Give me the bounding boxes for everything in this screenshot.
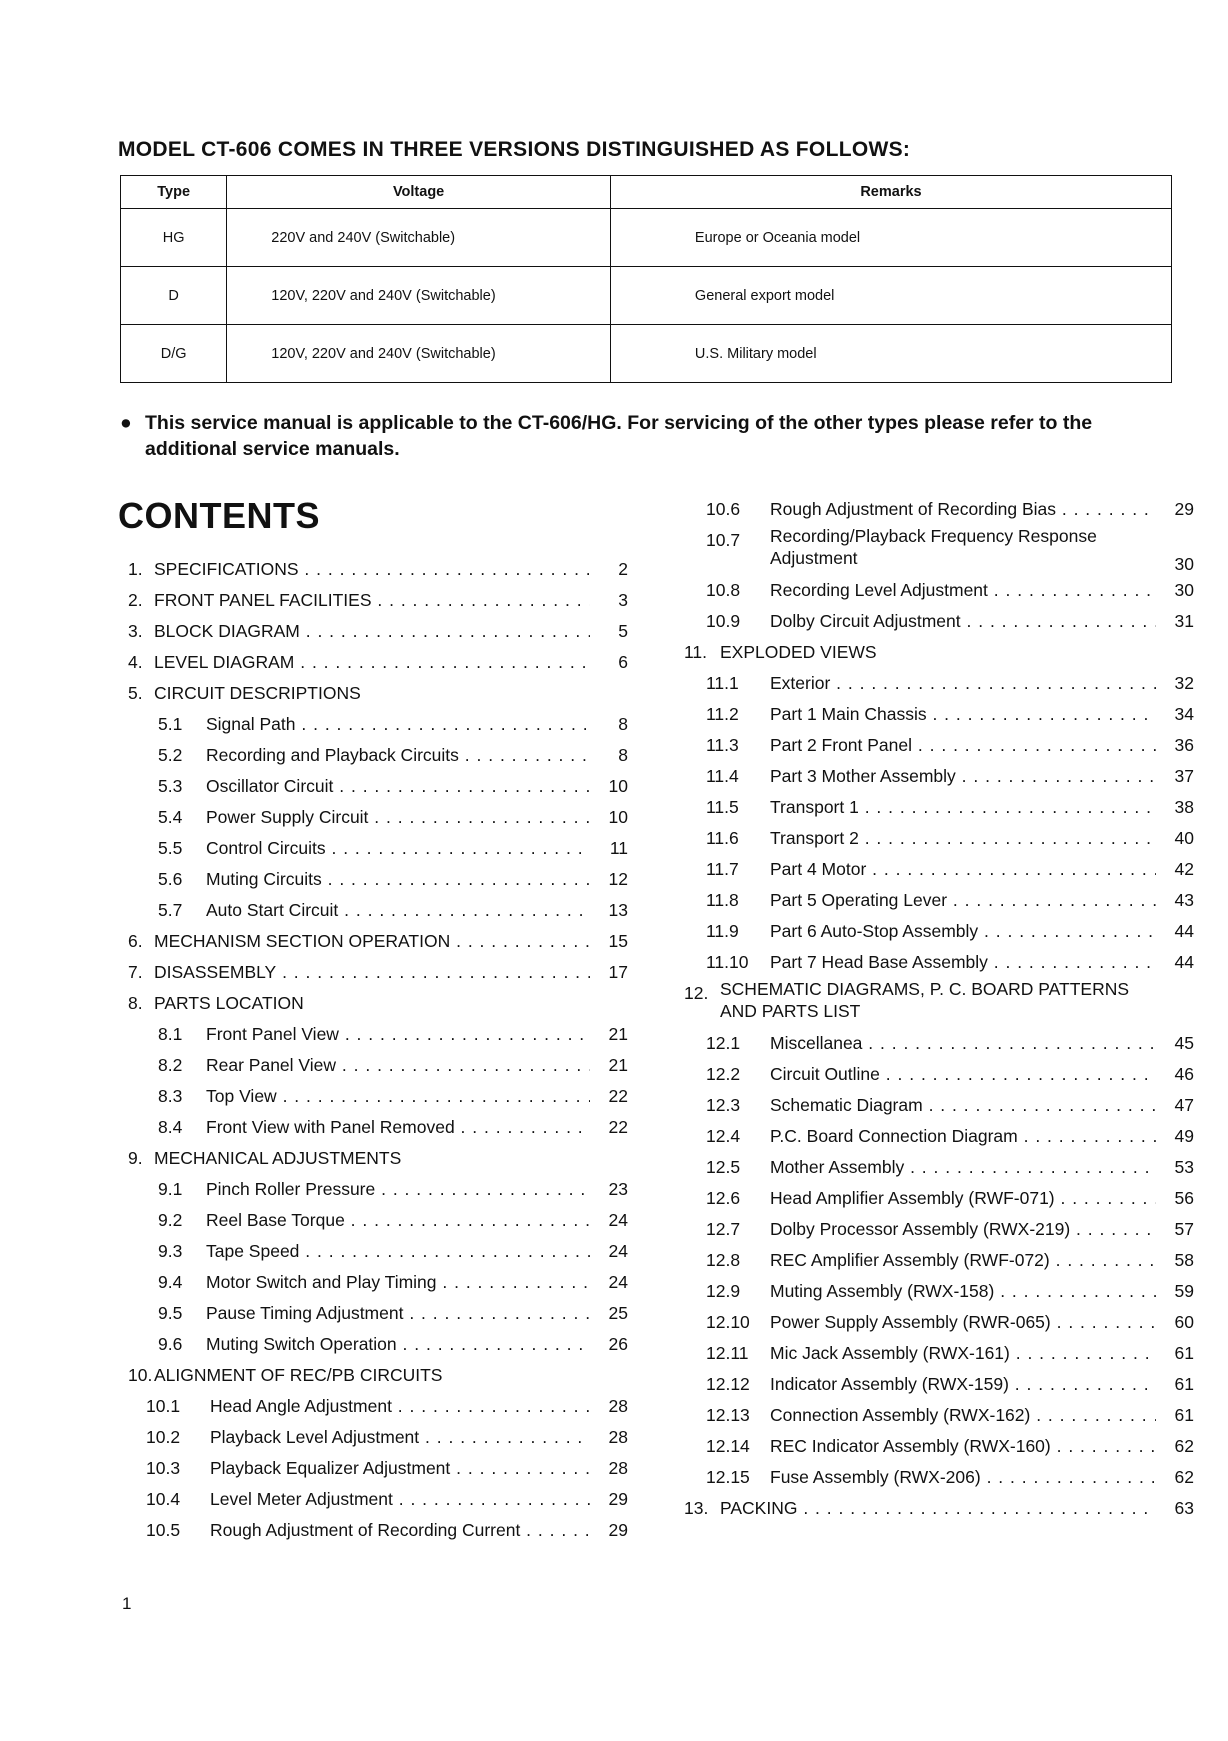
toc-entry: [684, 699, 1194, 730]
toc-entry: [118, 802, 628, 833]
toc-entry-label: Mic Jack Assembly (RWX-161) . . .: [770, 1338, 1156, 1369]
toc-entry-page: 25: [594, 1298, 628, 1329]
toc-entry-page: 44: [1160, 947, 1194, 978]
toc-entry-label: Front Panel View . . .: [206, 1019, 590, 1050]
toc-entry: [118, 1515, 628, 1546]
column-header-type: Type: [121, 176, 227, 209]
toc-entry-page: 15: [594, 926, 628, 957]
toc-entry: [684, 885, 1194, 916]
toc-entry: [684, 1369, 1194, 1400]
toc-entry-label: Power Supply Assembly (RWR-065) . . .: [770, 1307, 1156, 1338]
toc-entry-label: Tape Speed . . .: [206, 1236, 590, 1267]
toc-entry-page: 26: [594, 1329, 628, 1360]
toc-entry-label: Pinch Roller Pressure . . .: [206, 1174, 590, 1205]
toc-entry-page: 53: [1160, 1152, 1194, 1183]
toc-entry: [684, 792, 1194, 823]
toc-entry-label: Part 5 Operating Lever . . .: [770, 885, 1156, 916]
toc-entry-page: 23: [594, 1174, 628, 1205]
applicability-note: [120, 410, 1120, 462]
toc-entry-number: 12.9: [706, 1281, 741, 1301]
toc-entry-number: 12.15: [706, 1467, 750, 1487]
column-header-remarks: Remarks: [610, 176, 1171, 209]
toc-entry-label: P.C. Board Connection Diagram . . .: [770, 1121, 1156, 1152]
table-row: [121, 325, 1172, 383]
toc-entry-page: 6: [594, 647, 628, 678]
toc-entry-label: Muting Switch Operation . . .: [206, 1329, 590, 1360]
toc-entry: [118, 1050, 628, 1081]
toc-entry-page: 62: [1160, 1462, 1194, 1493]
toc-entry: [684, 1462, 1194, 1493]
versions-heading: MODEL CT-606 COMES IN THREE VERSIONS DISTINGUISHED AS FOLLOWS:: [118, 138, 911, 161]
toc-entry-label: Reel Base Torque . . .: [206, 1205, 590, 1236]
toc-entry: [118, 1112, 628, 1143]
toc-entry-number: 8.2: [158, 1055, 183, 1075]
toc-entry-label: FRONT PANEL FACILITIES . . .: [154, 585, 590, 616]
note-text: This service manual is applicable to the CT-606/HG. For servicing of the other types please refer to the additional service manuals.: [145, 412, 1093, 460]
toc-entry: [118, 864, 628, 895]
toc-entry-page: 12: [594, 864, 628, 895]
bullet-icon: ●: [120, 412, 132, 434]
toc-entry-number: 13.: [684, 1498, 709, 1518]
toc-entry-label: Indicator Assembly (RWX-159) . . .: [770, 1369, 1156, 1400]
toc-entry-label: Exterior . . .: [770, 668, 1156, 699]
toc-entry-label: PARTS LOCATION: [154, 993, 304, 1013]
toc-entry-number: 9.3: [158, 1241, 183, 1261]
toc-entry-page: 2: [594, 554, 628, 585]
toc-entry-page: 34: [1160, 699, 1194, 730]
toc-entry: [118, 1484, 628, 1515]
toc-entry-page: 10: [594, 802, 628, 833]
toc-entry-number: 5.3: [158, 776, 183, 796]
toc-entry-number: 6.: [128, 931, 143, 951]
toc-entry: [118, 1422, 628, 1453]
toc-entry-page: 61: [1160, 1400, 1194, 1431]
toc-entry-number: 10.9: [706, 611, 741, 631]
toc-entry-page: 28: [594, 1453, 628, 1484]
toc-entry-label: Part 6 Auto-Stop Assembly . . .: [770, 916, 1156, 947]
toc-entry: [118, 554, 628, 585]
toc-entry-number: 5.2: [158, 745, 183, 765]
toc-entry-label: Connection Assembly (RWX-162) . . .: [770, 1400, 1156, 1431]
toc-entry: [118, 1143, 628, 1174]
toc-entry-number: 11.9: [706, 921, 739, 941]
toc-entry-page: 28: [594, 1422, 628, 1453]
toc-entry: [118, 1174, 628, 1205]
toc-entry-number: 5.1: [158, 714, 183, 734]
toc-entry-page: 58: [1160, 1245, 1194, 1276]
toc-entry-label: Head Amplifier Assembly (RWF-071) . . .: [770, 1183, 1156, 1214]
toc-entry-page: 37: [1160, 761, 1194, 792]
toc-entry-label: BLOCK DIAGRAM . . .: [154, 616, 590, 647]
toc-entry-number: 11.7: [706, 859, 739, 879]
toc-entry-number: 10.7: [706, 530, 741, 550]
toc-entry: [684, 575, 1194, 606]
toc-entry-number: 5.: [128, 683, 143, 703]
toc-entry: [684, 1059, 1194, 1090]
toc-entry-page: 8: [594, 709, 628, 740]
toc-entry: [118, 1267, 628, 1298]
toc-entry-number: 12.14: [706, 1436, 750, 1456]
toc-entry-number: 12.10: [706, 1312, 750, 1332]
toc-entry-label: EXPLODED VIEWS: [720, 642, 877, 662]
toc-entry-page: 32: [1160, 668, 1194, 699]
page-number: 1: [122, 1594, 132, 1613]
toc-entry-number: 11.5: [706, 797, 739, 817]
toc-entry-label: SCHEMATIC DIAGRAMS, P. C. BOARD PATTERNS AND PARTS LIST: [720, 979, 1130, 1021]
toc-entry-page: 21: [594, 1050, 628, 1081]
contents-title: CONTENTS: [118, 495, 320, 536]
toc-entry-number: 11.2: [706, 704, 739, 724]
toc-entry: [118, 616, 628, 647]
toc-entry: [118, 1453, 628, 1484]
toc-entry-page: 22: [594, 1081, 628, 1112]
toc-entry: [684, 1028, 1194, 1059]
toc-entry: [684, 1338, 1194, 1369]
voltage-cell: 120V, 220V and 240V (Switchable): [227, 325, 611, 383]
toc-entry-number: 10.6: [706, 499, 741, 519]
toc-entry-page: 29: [594, 1484, 628, 1515]
toc-entry-label: Recording/Playback Frequency Response Adjustment: [770, 526, 1097, 568]
toc-entry-number: 8.3: [158, 1086, 183, 1106]
toc-entry: [118, 647, 628, 678]
toc-entry-label: PACKING . . .: [720, 1493, 1156, 1524]
toc-entry-number: 10.3: [146, 1458, 181, 1478]
toc-entry-label: Part 1 Main Chassis . . .: [770, 699, 1156, 730]
toc-entry-label: REC Indicator Assembly (RWX-160) . . .: [770, 1431, 1156, 1462]
toc-entry: [118, 895, 628, 926]
toc-entry-label: SPECIFICATIONS . . .: [154, 554, 590, 585]
remarks-cell: U.S. Military model: [610, 325, 1171, 383]
toc-entry-page: 56: [1160, 1183, 1194, 1214]
toc-entry-label: Top View . . .: [206, 1081, 590, 1112]
toc-entry-number: 11.8: [706, 890, 739, 910]
toc-entry-number: 8.1: [158, 1024, 183, 1044]
type-cell: D: [121, 267, 227, 325]
toc-entry-number: 5.6: [158, 869, 183, 889]
toc-entry-page: 24: [594, 1267, 628, 1298]
versions-table: [120, 175, 1172, 383]
voltage-cell: 220V and 240V (Switchable): [227, 209, 611, 267]
toc-entry-page: 44: [1160, 916, 1194, 947]
toc-entry-number: 2.: [128, 590, 143, 610]
toc-entry-label: Oscillator Circuit . . .: [206, 771, 590, 802]
toc-entry-page: 47: [1160, 1090, 1194, 1121]
column-header-voltage: Voltage: [227, 176, 611, 209]
toc-entry: [684, 978, 1194, 1028]
toc-entry-label: Transport 1 . . .: [770, 792, 1156, 823]
toc-entry-label: MECHANICAL ADJUSTMENTS: [154, 1148, 402, 1168]
toc-entry: [684, 668, 1194, 699]
toc-entry-number: 9.: [128, 1148, 143, 1168]
toc-entry-number: 11.3: [706, 735, 739, 755]
toc-entry-label: Rough Adjustment of Recording Current . . .: [210, 1515, 590, 1546]
toc-entry-page: 38: [1160, 792, 1194, 823]
toc-entry: [118, 1081, 628, 1112]
toc-entry-label: MECHANISM SECTION OPERATION . . .: [154, 926, 590, 957]
toc-entry: [684, 730, 1194, 761]
toc-entry: [684, 1245, 1194, 1276]
toc-entry-page: 28: [594, 1391, 628, 1422]
toc-left-column: [118, 554, 628, 1546]
toc-entry-page: 31: [1160, 606, 1194, 637]
toc-entry-number: 11.10: [706, 952, 749, 972]
toc-entry: [118, 1298, 628, 1329]
toc-entry-page: 30: [1160, 553, 1194, 575]
toc-entry-number: 9.5: [158, 1303, 183, 1323]
toc-entry: [118, 771, 628, 802]
toc-entry-number: 9.6: [158, 1334, 183, 1354]
toc-entry-number: 10.4: [146, 1489, 181, 1509]
toc-entry-number: 12.8: [706, 1250, 741, 1270]
toc-entry-number: 12.5: [706, 1157, 741, 1177]
toc-entry-page: 30: [1160, 575, 1194, 606]
toc-entry: [684, 1121, 1194, 1152]
toc-entry-label: Front View with Panel Removed . . .: [206, 1112, 590, 1143]
toc-entry-page: 42: [1160, 854, 1194, 885]
toc-entry-label: Schematic Diagram . . .: [770, 1090, 1156, 1121]
toc-entry: [118, 1205, 628, 1236]
toc-entry-number: 12.1: [706, 1033, 741, 1053]
toc-entry-page: 8: [594, 740, 628, 771]
toc-entry-label: Dolby Processor Assembly (RWX-219) . . .: [770, 1214, 1156, 1245]
table-row: [121, 209, 1172, 267]
toc-entry-number: 8.: [128, 993, 143, 1013]
toc-entry-number: 9.1: [158, 1179, 183, 1199]
toc-entry-number: 10.2: [146, 1427, 181, 1447]
toc-entry-label: Playback Equalizer Adjustment . . .: [210, 1453, 590, 1484]
toc-entry-number: 7.: [128, 962, 143, 982]
toc-entry: [118, 1391, 628, 1422]
toc-entry-label: DISASSEMBLY . . .: [154, 957, 590, 988]
toc-entry-page: 45: [1160, 1028, 1194, 1059]
toc-entry: [684, 1400, 1194, 1431]
toc-entry-page: 17: [594, 957, 628, 988]
toc-entry-number: 12.12: [706, 1374, 750, 1394]
toc-entry: [684, 637, 1194, 668]
remarks-cell: General export model: [610, 267, 1171, 325]
toc-entry-number: 3.: [128, 621, 143, 641]
toc-entry: [118, 833, 628, 864]
remarks-cell: Europe or Oceania model: [610, 209, 1171, 267]
toc-entry-number: 12.2: [706, 1064, 741, 1084]
toc-entry: [684, 525, 1194, 575]
toc-entry-label: Miscellanea . . .: [770, 1028, 1156, 1059]
toc-entry-page: 49: [1160, 1121, 1194, 1152]
toc-entry-page: 63: [1160, 1493, 1194, 1524]
toc-entry-page: 21: [594, 1019, 628, 1050]
toc-entry-label: Circuit Outline . . .: [770, 1059, 1156, 1090]
toc-entry-page: 40: [1160, 823, 1194, 854]
toc-entry-page: 24: [594, 1236, 628, 1267]
toc-entry-label: Recording Level Adjustment . . .: [770, 575, 1156, 606]
toc-entry: [118, 585, 628, 616]
toc-entry-page: 61: [1160, 1369, 1194, 1400]
toc-entry-number: 12.4: [706, 1126, 741, 1146]
table-header-row: [121, 176, 1172, 209]
toc-entry: [684, 1090, 1194, 1121]
toc-entry: [684, 1307, 1194, 1338]
toc-entry: [684, 1276, 1194, 1307]
toc-entry-label: REC Amplifier Assembly (RWF-072) . . .: [770, 1245, 1156, 1276]
toc-entry: [684, 1152, 1194, 1183]
toc-entry-label: Rough Adjustment of Recording Bias . . .: [770, 494, 1156, 525]
toc-entry-label: Mother Assembly . . .: [770, 1152, 1156, 1183]
toc-entry: [118, 1329, 628, 1360]
toc-entry-number: 12.: [684, 983, 709, 1003]
toc-entry-label: Auto Start Circuit . . .: [206, 895, 590, 926]
toc-entry-number: 5.5: [158, 838, 183, 858]
toc-entry-number: 12.3: [706, 1095, 741, 1115]
toc-entry-number: 10.8: [706, 580, 741, 600]
toc-entry-page: 36: [1160, 730, 1194, 761]
toc-entry-page: 60: [1160, 1307, 1194, 1338]
type-cell: HG: [121, 209, 227, 267]
toc-entry-label: Playback Level Adjustment . . .: [210, 1422, 590, 1453]
toc-entry-number: 10.5: [146, 1520, 181, 1540]
toc-entry-label: Part 4 Motor . . .: [770, 854, 1156, 885]
toc-entry-page: 62: [1160, 1431, 1194, 1462]
toc-entry-label: LEVEL DIAGRAM . . .: [154, 647, 590, 678]
table-row: [121, 267, 1172, 325]
toc-entry-number: 11.: [684, 642, 708, 662]
toc-entry-label: Muting Circuits . . .: [206, 864, 590, 895]
toc-entry-number: 12.6: [706, 1188, 741, 1208]
toc-entry-number: 12.13: [706, 1405, 750, 1425]
toc-right-column: [684, 494, 1194, 1524]
toc-entry-label: CIRCUIT DESCRIPTIONS: [154, 683, 361, 703]
toc-entry-page: 61: [1160, 1338, 1194, 1369]
toc-entry-page: 11: [594, 833, 628, 864]
toc-entry-label: Recording and Playback Circuits . . .: [206, 740, 590, 771]
toc-entry-page: 57: [1160, 1214, 1194, 1245]
toc-entry-number: 10.: [128, 1365, 153, 1385]
toc-entry: [118, 1360, 628, 1391]
toc-entry: [684, 947, 1194, 978]
toc-entry: [684, 854, 1194, 885]
toc-entry-label: Part 2 Front Panel . . .: [770, 730, 1156, 761]
toc-entry: [684, 761, 1194, 792]
toc-entry-label: Pause Timing Adjustment . . .: [206, 1298, 590, 1329]
toc-entry-page: 22: [594, 1112, 628, 1143]
toc-entry-label: Rear Panel View . . .: [206, 1050, 590, 1081]
toc-entry-number: 12.11: [706, 1343, 749, 1363]
toc-entry-number: 12.7: [706, 1219, 741, 1239]
toc-entry-label: Head Angle Adjustment . . .: [210, 1391, 590, 1422]
toc-entry-number: 4.: [128, 652, 143, 672]
voltage-cell: 120V, 220V and 240V (Switchable): [227, 267, 611, 325]
toc-entry: [118, 1019, 628, 1050]
toc-entry-number: 11.6: [706, 828, 739, 848]
toc-entry-page: 3: [594, 585, 628, 616]
toc-entry-number: 1.: [128, 559, 143, 579]
toc-entry-label: Transport 2 . . .: [770, 823, 1156, 854]
toc-entry-page: 24: [594, 1205, 628, 1236]
toc-entry-number: 5.7: [158, 900, 183, 920]
toc-entry-page: 5: [594, 616, 628, 647]
toc-entry: [684, 1214, 1194, 1245]
toc-entry: [684, 494, 1194, 525]
toc-entry-label: Part 3 Mother Assembly . . .: [770, 761, 1156, 792]
toc-entry: [684, 1493, 1194, 1524]
toc-entry-page: 29: [1160, 494, 1194, 525]
toc-entry: [684, 606, 1194, 637]
toc-entry-number: 8.4: [158, 1117, 183, 1137]
toc-entry: [684, 1431, 1194, 1462]
toc-entry: [118, 709, 628, 740]
toc-entry-label: Motor Switch and Play Timing . . .: [206, 1267, 590, 1298]
toc-entry: [684, 823, 1194, 854]
toc-entry: [684, 916, 1194, 947]
toc-entry-page: 29: [594, 1515, 628, 1546]
toc-entry: [684, 1183, 1194, 1214]
toc-entry-label: Level Meter Adjustment . . .: [210, 1484, 590, 1515]
toc-entry: [118, 740, 628, 771]
toc-entry-label: Power Supply Circuit . . .: [206, 802, 590, 833]
toc-entry-page: 46: [1160, 1059, 1194, 1090]
toc-entry: [118, 957, 628, 988]
toc-entry-page: 10: [594, 771, 628, 802]
toc-entry-label: Part 7 Head Base Assembly . . .: [770, 947, 1156, 978]
toc-entry-number: 11.1: [706, 673, 739, 693]
toc-entry-number: 9.4: [158, 1272, 183, 1292]
toc-entry-label: Signal Path . . .: [206, 709, 590, 740]
toc-entry-page: 13: [594, 895, 628, 926]
toc-entry-page: 43: [1160, 885, 1194, 916]
toc-entry-number: 9.2: [158, 1210, 183, 1230]
toc-entry: [118, 1236, 628, 1267]
toc-entry-label: Dolby Circuit Adjustment . . .: [770, 606, 1156, 637]
toc-entry-label: Muting Assembly (RWX-158) . . .: [770, 1276, 1156, 1307]
toc-entry-number: 5.4: [158, 807, 183, 827]
toc-entry-number: 10.1: [146, 1396, 181, 1416]
toc-entry-page: 59: [1160, 1276, 1194, 1307]
toc-entry-label: Control Circuits . . .: [206, 833, 590, 864]
toc-entry-label: ALIGNMENT OF REC/PB CIRCUITS: [154, 1365, 443, 1385]
toc-entry-number: 11.4: [706, 766, 739, 786]
type-cell: D/G: [121, 325, 227, 383]
toc-entry: [118, 678, 628, 709]
toc-entry: [118, 926, 628, 957]
toc-entry: [118, 988, 628, 1019]
toc-entry-label: Fuse Assembly (RWX-206) . . .: [770, 1462, 1156, 1493]
